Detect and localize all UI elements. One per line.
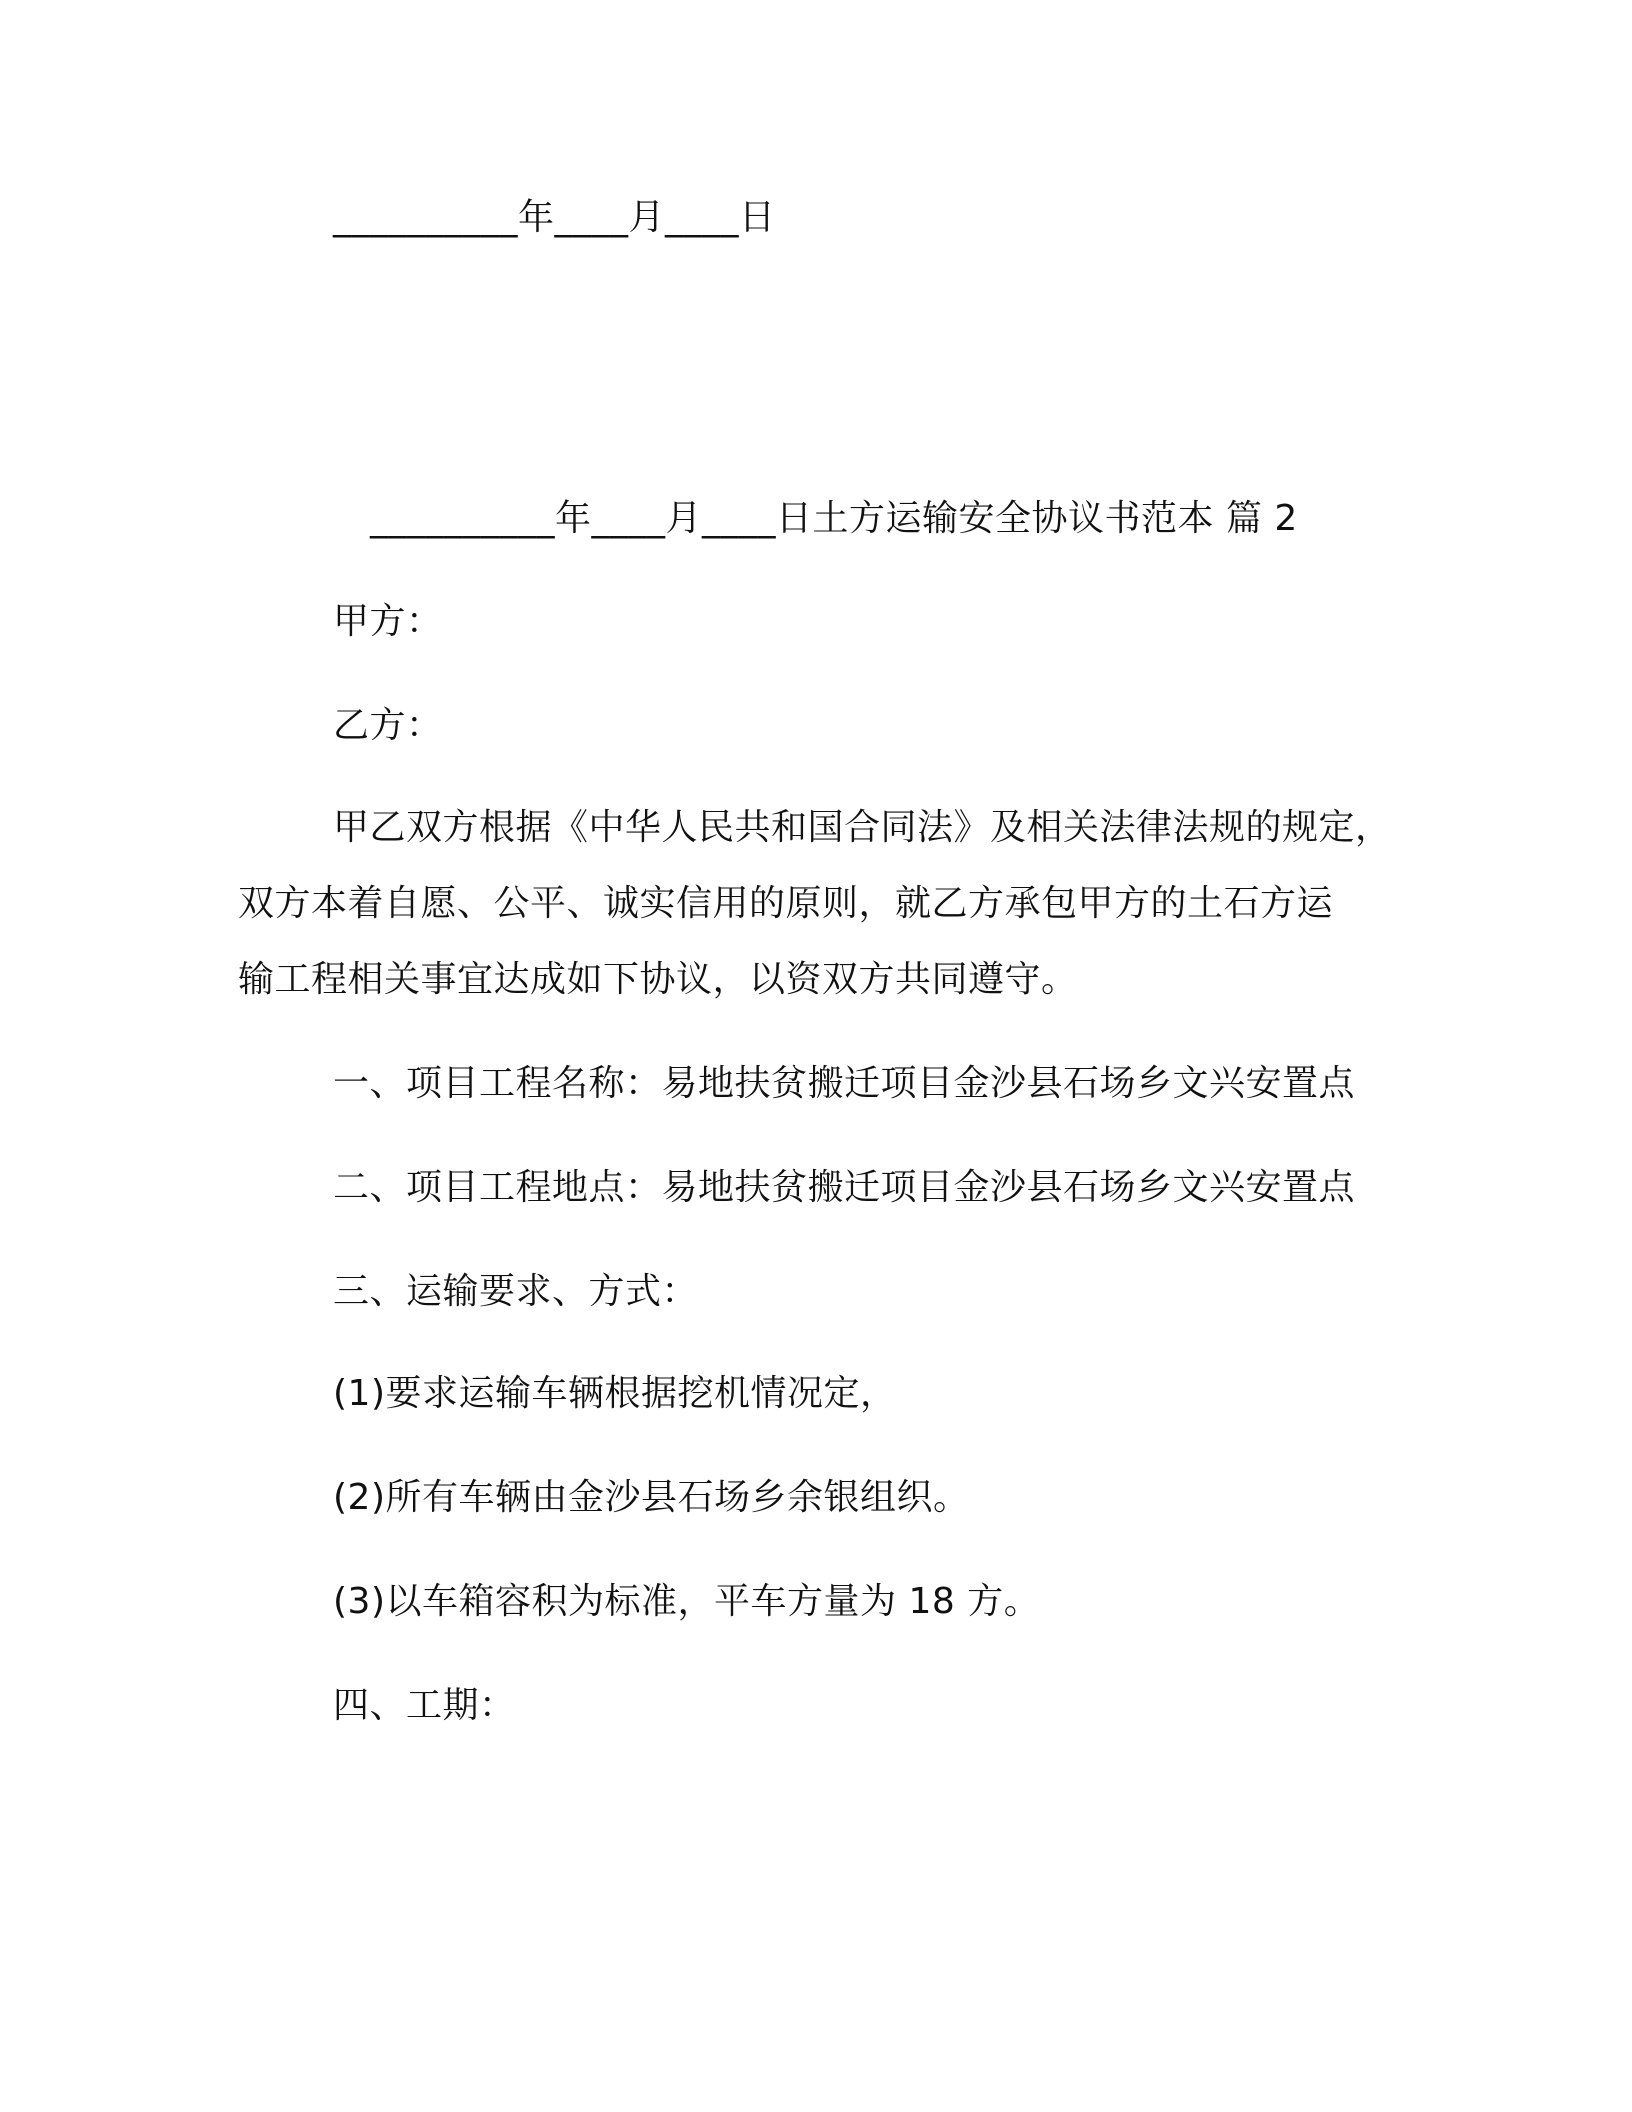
requirement-item: (3)以车箱容积为标准，平车方量为 18 方。 bbox=[333, 1581, 1041, 1622]
party-b-label: 乙方： bbox=[333, 705, 443, 746]
document-title: __________年____月____日土方运输安全协议书范本 篇 2 bbox=[370, 498, 1298, 539]
intro-paragraph-line: 输工程相关事宜达成如下协议，以资双方共同遵守。 bbox=[238, 959, 1078, 1000]
intro-paragraph-line: 甲乙双方根据《中华人民共和国合同法》及相关法律法规的规定， bbox=[333, 807, 1392, 848]
requirement-item: (1)要求运输车辆根据挖机情况定， bbox=[333, 1373, 897, 1414]
project-name-clause: 一、项目工程名称：易地扶贫搬迁项目金沙县石场乡文兴安置点 bbox=[333, 1063, 1356, 1104]
schedule-heading: 四、工期： bbox=[333, 1685, 516, 1726]
transport-requirements-heading: 三、运输要求、方式： bbox=[333, 1271, 699, 1312]
party-a-label: 甲方： bbox=[333, 601, 443, 642]
intro-paragraph-line: 双方本着自愿、公平、诚实信用的原则，就乙方承包甲方的土石方运 bbox=[238, 883, 1334, 924]
date-line: __________年____月____日 bbox=[333, 197, 776, 238]
requirement-item: (2)所有车辆由金沙县石场乡余银组织。 bbox=[333, 1477, 970, 1518]
project-location-clause: 二、项目工程地点：易地扶贫搬迁项目金沙县石场乡文兴安置点 bbox=[333, 1167, 1356, 1208]
